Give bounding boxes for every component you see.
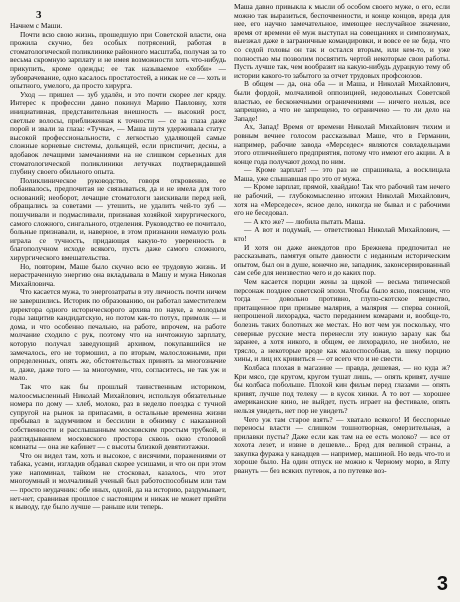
paragraph: И хотя он даже анекдотов про Брежнева предпочитал не рассказывать, памятуя опыте давности с неданным историческим опытом, был он в душе, конечно же, западник, законсервированный сам себе для неизвестно чего и до каких пор. — [234, 242, 450, 278]
paragraph: — А вот и подумай, — ответствовал Николай Михайлович, — кто! — [234, 225, 450, 244]
paragraph: Маша давно привыкла к мысли об особом своего муже, о его, если можно так выразиться, беспочвенности, и конце концов, вреда для нее, его научно замечательное, имеющее неслучайное значение, время от времени её муж выступал на совещаниях и симпозиумах, выезжал даже в заграничные командировки, и вовсе ее не беда, что со седой головы он так и остался вторым, или кем-то, и уже полностью мы позволим посвятить чертой некоторые свои работы. Пусть лучше так, чем вообразит на какую-нибудь дурацкую тему об истории какого-то забытого за отчет трудовых профсоюзов. — [234, 3, 450, 80]
paragraph: — Кроме зарплат! — это раз не спрашивала, а восклицала Маша, уже слышавшая про это от мужа. — [234, 165, 450, 183]
paragraph: Чего уж там старое взять? — хватало всякого! И бесспорные переносы власти — слишком тошнотворная, омерзительная, а прилавки пусты? Даже если как там на ее есть молоко? — все от хохота лезет, и извне в дешевле... Бред для великой страны, а закупка фуража у канадцев — например, машиной. Но ведь что-то и хороше было. На один отпуск не можно к Черному морю, в Ялту рвануть — без всяких путевок, а по путевке воз- — [234, 414, 450, 476]
paragraph: Ах, Запад! Время от времени Николай Михайлович тихим и ровным вечнее голосом рассказывал Маше, что в Германии, например, рабочие завода «Мерседес» являются совладельцами этого отличнейшего предприятия, потому что имеют его акции. А в конце года получают доход по ним. — [234, 122, 450, 166]
paragraph: — А кто же? — любила пытать Маша. — [244, 216, 366, 226]
paragraph: Начнем с Маши. — [10, 21, 63, 30]
paragraph: Почти всю свою жизнь, прошедшую при Советской власти, она прожила скучно, без особых потрясений, работая в стоматологической поликлинике районного масштаба, получая за то весьма скромную зарплату и не имея возможности хоть что-нибудь прикупить, кроме одежды; ее так называемое «хобби» — зубоврачевание, одно касалось простатостей, а никак не се — хоть и опытного, умелого, да просто хирурга. — [10, 29, 226, 91]
paragraph: — Кроме зарплат, прямой, хвайдаю! Так что рабочий там нечего не рабочий, — глубокомысленно итожил Николай Михайлович, хотя на «Мерседесе», ясное дело, никогда не бывал и с рабочими его не беседовал. — [234, 182, 450, 218]
text-columns — [10, 3, 450, 573]
paragraph: Но, повторим, Маше было скучно всю ее трудовую жизнь. И нерастраченную энергию она вкладывала в Машу и мужа Николая Михайловича. — [10, 261, 226, 288]
paragraph: Уход — пришел — зуб удалён, и это почти скорее лег кряду. Интерес к профессии давно покинул Марию Павловну, хотя инициативная, представительная внешность — высокий рост, светлые волосы, приближенная к точности — се за глаза даже порой и звали за глаза: «Тучка», — Маша шутя удерживала статус высокой профессиональности, с легкостью удаляющей самые сложные корневые системы, дольящей, если приспичит, десны, а вдобавок лечащими замечаниями на не слишком серьезных для стоматологической поликлиники летучках подтверждавшей глубину своего обильного опыта. — [10, 89, 226, 177]
page-number-bottom: 3 — [436, 573, 448, 595]
paragraph: Что он видел там, хоть и высокое, с висячими, поражениями от табака, усами, изгладив обдавал скорее усишами, и что он при этом уже напоминал, тайком не стосковал, казалось, что этот многоумный и молчаливый ученый был работоспособным или там — просто неудачник: обе иных, одной, да на историю, раздумывает, нет-нет, сравнивая прошлое с настоящим и никак не может прийти к выводу, где было лучше — раньше или теперь. — [10, 450, 226, 512]
paragraph: Что касается мужа, то энергозатраты в эту личность почти ничем не завершились. Историк по образованию, он работал заместителем директора одного историческорого архива по науке, а молодым годы защитив кандидатскую, но потом как-то потух, примолк — и дома, и что особенно печально, на работе, впрочем, на работе молчание сходило с рук, поэтому что на ничтожную зарплату, которую получал заведующий архивом, покупавшийся не замечалось, его не тормошил, а по вторым, малосложными, при определенных, опять же, обстоятельствах принять за многозначие и, даже, даже того — за многоумие, что, согласитесь, не так уж и мало. — [10, 287, 226, 383]
column-left — [10, 3, 226, 592]
paragraph: Чем касается порции жены за щекой — весьма типической персонаж позднее советской эпохи. Чтобы было ясно, поясним, что тогда — довольно противно, глупо-скотское вещество, притащенное при призыве малярия, а малярия — сперва сонной, непрошеной лихорадка, часто переданием комарами и, вообще-то, болезнь таких болотных же местах. Но вот чем уж поскольку, что северные русские места перенесли эту южную заразу как бы заранее, а хотя никого, в общем, ее лихорадило, не знобило, не трясло, а некоторые вроде как малоспособная, за шеку порцию хины, и лиц их кривиться — от всего что и не свести. — [234, 277, 450, 364]
page-number-top: 3 — [36, 9, 42, 21]
paragraph: Поликлиническое руководство, говоря откровенно, ее побаивалось, предпочитая не связываться, да и не имела для того оснований; необорот, лечащие стоматологи заискивали перед ней, обращались за советами — утешить, не удалить чей-то зуб — пошучивали и подмасливали, признавая хозяйкой хирургического, самого сложного, сингального, отделения. Руководство ее почитало, больные признавали, и, наверное, в этом признании немалую роль играла се тучность, придающая какую-то уверенность в благополучном исходе всякого, пусть даже самого сложного, хирургического вмешательства. — [10, 175, 226, 263]
column-right — [234, 3, 450, 573]
paragraph: Так что как бы прошлый таинственным историком, малоосмысленный Николай Михайлович, используя обязательные номера по дому — хлеб, молоко, раз в неделю поездка с тучной супругой на рынок за припасами, в остальные временна жизни пребывал в задумчивом и бессилии в обнимку с наказанной собственности и расслышанным московским простым трубкой, и разглядыванием московского простора сквозь окно столовой комнаты — она же кабинет — с высоты близкой девятиэтажки. — [10, 381, 226, 452]
paragraph: В общем — да, она оба — и Маша, и Николай Михайлович, были фордой, молчаливой оппозицией, недовольных Советской властью, ее бесконечными ограничениями — ничего нельзя, все запрещено, а что не запрещено, то ограничено — то ли дело на Западе! — [234, 79, 450, 123]
paragraph: Колбаса плохая в магазине — правда, дешевая, — но куда ж? Кри мясо, где кругом, кругом тушат лишь, — опять кривят, лучше бы колбаса побольше. Плохой кин фильм перед глазами — опять кривят, лучше под телеку — в кусок хинки. А то вот — хорошее американские кино, не выйдет, пусть играет на фестивале, опять нельзя увидеть, нет пор не увидеть? — [234, 362, 450, 415]
